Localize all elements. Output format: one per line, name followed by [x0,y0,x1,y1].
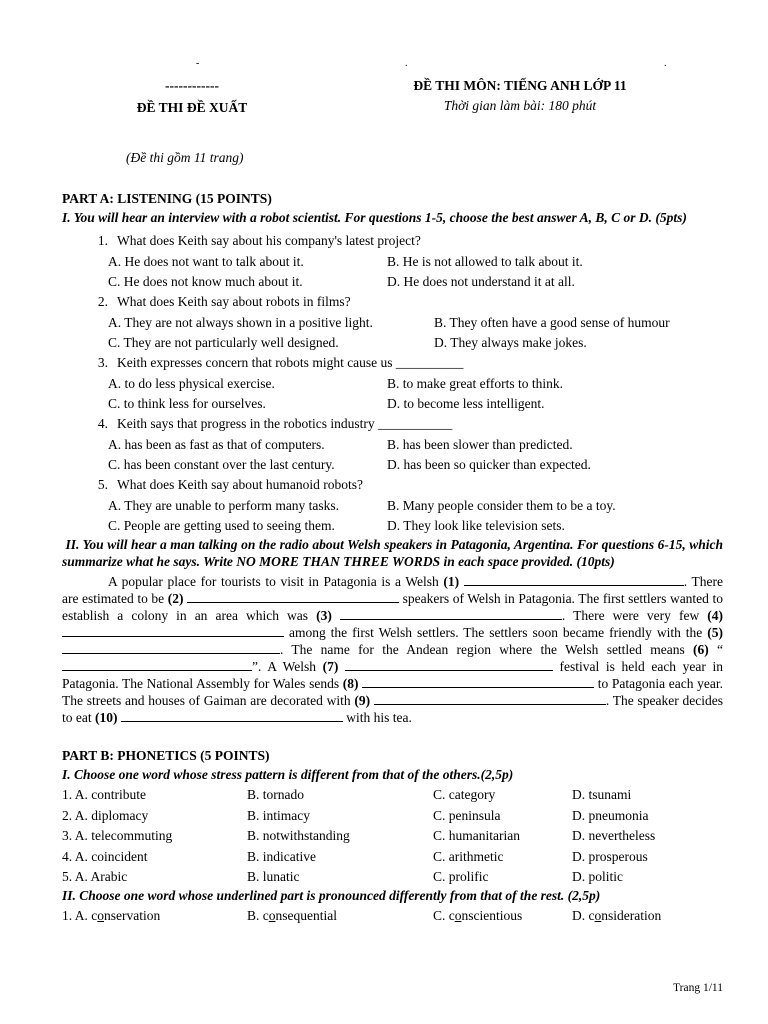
option-c[interactable]: C. He does not know much about it. [108,274,303,290]
stress-question-row [62,783,723,804]
option-c[interactable]: C. People are getting used to seeing them. [108,518,335,534]
stress-question-row [62,865,723,886]
gap-number: (1) [443,573,460,589]
header-left [122,78,262,116]
part-a-section-2-instructions [62,537,723,569]
option-b[interactable]: B. Many people consider them to be a toy. [387,497,616,513]
answer-blank-4[interactable] [62,624,284,637]
question-number: 5. [97,477,108,493]
part-a-section-1-instructions: I. You will hear an interview with a robot scientist. For questions 1-5, choose the best answer A, B, C or D. (5pts) [62,210,687,226]
options-row [62,493,723,514]
question-text: What does Keith say about humanoid robots? [117,477,363,493]
option-b[interactable]: B. tornado [247,787,304,803]
gap-number: (9) [354,692,371,708]
option-d[interactable]: D. He does not understand it at all. [387,274,575,290]
option-a[interactable]: A. He does not want to talk about it. [108,253,304,269]
answer-blank-3[interactable] [340,607,562,620]
option-b[interactable]: B. intimacy [247,807,310,823]
para-text: . The name for the Andean region where the Welsh settled means [280,641,693,657]
option-d[interactable]: D. to become less intelligent. [387,396,545,412]
para-text: with his tea. [342,709,412,725]
gap-number: (6) [692,641,709,657]
underlined-letter: o [594,908,602,924]
option-d[interactable]: D. politic [572,869,623,885]
question-stem [62,473,723,493]
gap-number: (5) [707,624,723,640]
option-b[interactable]: B. consequential [247,908,337,924]
question-number: 4. [97,416,108,432]
option-a[interactable]: 1. A. contribute [62,787,146,803]
stress-question-row [62,845,723,866]
options-row [62,392,723,413]
question-stem [62,351,723,371]
option-b[interactable]: B. indicative [247,848,316,864]
gap-number: (2) [167,590,184,606]
stress-question-list [62,783,723,886]
question-text: Keith expresses concern that robots might cause us __________ [117,355,464,371]
options-row [62,249,723,270]
answer-blank-5[interactable] [62,641,280,654]
para-text: to Patagonia each year. The streets and houses of Gaiman are decorated with [62,675,723,708]
question-text: What does Keith say about his company's latest project? [117,233,421,249]
options-row [62,432,723,453]
option-b[interactable]: B. He is not allowed to talk about it. [387,253,583,269]
gap-number: (4) [707,607,723,623]
gap-number: (8) [342,675,359,691]
option-d[interactable]: D. prosperous [572,848,648,864]
gap-number: (7) [322,658,339,674]
stress-question-row [62,824,723,845]
option-a[interactable]: A. to do less physical exercise. [108,375,275,391]
option-a[interactable]: 1. A. conservation [62,908,161,924]
exam-subject-title: ĐỀ THI MÔN: TIẾNG ANH LỚP 11 [413,78,627,93]
options-row [62,453,723,474]
option-b[interactable]: B. lunatic [247,869,300,885]
para-text: . The speaker decides to eat [62,692,724,725]
option-b[interactable]: B. notwithstanding [247,828,350,844]
question-number: 2. [97,294,108,310]
para-text: among the first Welsh settlers. The settlers soon became friendly with the [284,624,708,640]
exam-time: Thời gian làm bài: 180 phút [443,98,597,114]
pages-note: (Đề thi gồm 11 trang) [126,150,244,165]
option-c[interactable]: C. They are not particularly well designed. [108,335,339,351]
option-d[interactable]: D. pneumonia [572,807,649,823]
page-number: Trang 1/11 [673,982,723,994]
para-text: . There are estimated to be [62,573,724,606]
para-text: A popular place for tourists to visit in Patagonia is a Welsh [108,573,444,589]
option-c[interactable]: C. arithmetic [433,848,504,864]
underlined-letter: o [268,908,276,924]
option-a[interactable]: 4. A. coincident [62,848,148,864]
option-b[interactable]: B. to make great efforts to think. [387,375,563,391]
stress-question-row [62,804,723,825]
question-number: 3. [97,355,108,371]
proposed-exam-title: ĐỀ THI ĐỀ XUẤT [136,100,248,116]
option-c[interactable]: C. has been constant over the last century. [108,457,335,473]
options-row [62,331,723,352]
question-list [62,229,723,534]
gap-number: (10) [95,709,118,725]
option-a[interactable]: 3. A. telecommuting [62,828,173,844]
option-b[interactable]: B. has been slower than predicted. [387,436,573,452]
options-row [62,514,723,535]
para-text: ”. A Welsh [252,658,323,674]
exam-content [62,191,723,924]
option-c[interactable]: C. to think less for ourselves. [108,396,266,412]
option-d[interactable]: D. consideration [572,908,662,924]
answer-blank-2[interactable] [187,590,399,603]
question-text: Keith says that progress in the robotics industry ___________ [117,416,453,432]
underlined-letter: o [454,908,462,924]
option-d[interactable]: D. has been so quicker than expected. [387,457,591,473]
question-stem [62,290,723,310]
para-text: “ [708,641,723,657]
gap-fill-paragraph [62,573,723,726]
option-c[interactable]: C. humanitarian [433,828,520,844]
answer-blank-8[interactable] [362,675,594,688]
answer-blank-9[interactable] [374,692,606,705]
question-stem [62,229,723,249]
section-2-text: II. You will hear a man talking on the radio about Welsh speakers in Patagonia, Argentina. For questions 6-15, which summarize what he says. Write NO MORE THAN THREE WORDS in each space provided. (10pts) [62,537,724,569]
part-b-section-2-instructions: II. Choose one word whose underlined part is pronounced differently from that of the rest. (2,5p) [62,887,601,903]
question-stem [62,412,723,432]
question-number: 1. [97,233,108,249]
option-d[interactable]: D. They look like television sets. [387,518,565,534]
option-a[interactable]: A. They are not always shown in a positive light. [108,314,373,330]
gap-number: (3) [316,607,332,623]
part-a-title: PART A: LISTENING (15 POINTS) [62,191,272,206]
underlined-letter: o [97,908,104,924]
option-a[interactable]: A. has been as fast as that of computers. [108,436,325,452]
question-text: What does Keith say about robots in films? [117,294,351,310]
para-text: festival is held each year in Patagonia. The National Assembly for Wales sends [62,658,723,691]
option-c[interactable]: C. conscientious [433,908,523,924]
option-c[interactable]: C. peninsula [433,807,501,823]
option-d[interactable]: D. They always make jokes. [434,335,587,351]
option-b[interactable]: B. They often have a good sense of humour [434,314,670,330]
option-c[interactable]: C. category [433,787,496,803]
answer-blank-1[interactable] [464,573,684,586]
options-row [62,270,723,291]
exam-header [62,58,723,188]
para-text: . There were very few [561,607,708,623]
pronunciation-question-row [62,904,723,925]
header-dot: . [664,58,667,69]
answer-blank-10[interactable] [121,709,343,722]
header-right [370,78,670,114]
header-dot: . [405,58,408,69]
option-d[interactable]: D. nevertheless [572,828,656,844]
para-text: speakers of Welsh in Patagonia. The first settlers wanted to establish a colony in an area which was [62,590,723,623]
options-row [62,371,723,392]
answer-blank-7[interactable] [345,658,553,671]
part-b-title: PART B: PHONETICS (5 POINTS) [62,747,270,763]
option-a[interactable]: A. They are unable to perform many tasks. [108,497,340,513]
option-a[interactable]: 2. A. diplomacy [62,807,149,823]
options-row [62,310,723,331]
header-dot: - [196,58,200,69]
option-a[interactable]: 5. A. Arabic [62,869,128,885]
answer-blank-6[interactable] [62,658,252,671]
header-dashes: ------------ [165,78,219,93]
option-c[interactable]: C. prolific [433,869,489,885]
part-b-section-1-instructions: I. Choose one word whose stress pattern is different from that of the others.(2,5p) [62,766,514,782]
option-d[interactable]: D. tsunami [572,787,632,803]
